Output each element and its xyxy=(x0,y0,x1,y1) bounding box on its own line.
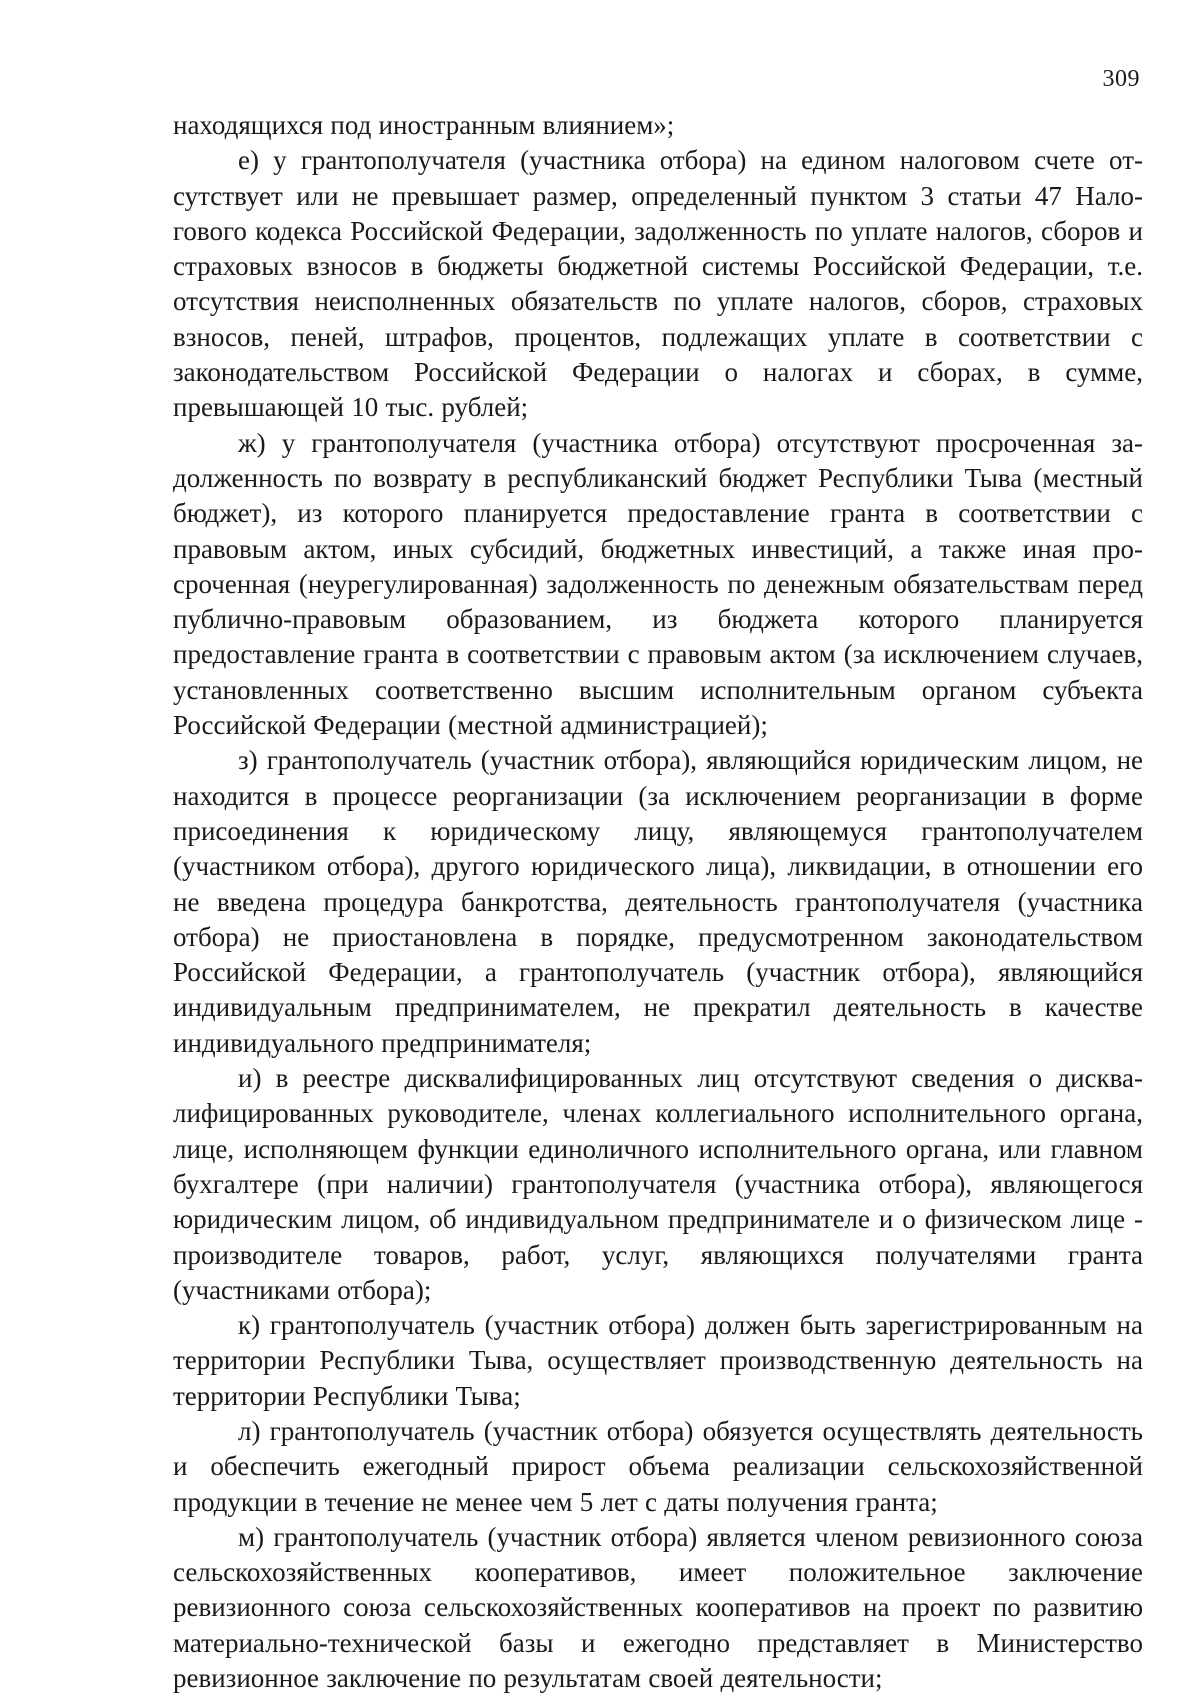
paragraph-item-z: з) грантополучатель (участник отбора), являющийся юридическим лицом, не находится в процессе реорганизации (за исключением реорганизации в форме присоединения к юридическому лицу, являющемуся грантополучателем (участником отбора), другого юридического лица), ликвидации, в отношении его не введена процедура банкротства, деятельность грантополучателя (участника отбора) не приостановлена в порядке, предусмотренном законодательством Российской Федерации, а грантополучатель (участник отбора), являющийся индивидуальным предпринимателем, не прекратил деятельность в качестве индивидуального предпринимателя; xyxy=(173,745,1143,1058)
paragraph-item-k: к) грантополучатель (участник отбора) должен быть зарегистрированным на территории Республики Тыва, осуществляет производственную деятельность на территории Республики Тыва; xyxy=(173,1310,1143,1411)
paragraph-item-l: л) грантополучатель (участник отбора) обязуется осуществлять деятельность и обеспечить ежегодный прирост объема реализации сельскохозяйственной продукции в течение не менее чем 5 лет с даты получения гранта; xyxy=(173,1415,1143,1517)
page-body xyxy=(173,108,1143,1696)
paragraph-item-i: и) в реестре дисквалифицированных лиц отсутствуют сведения о дисквалифицированных руководителе, членах коллегиального исполнительного органа, лице, исполняющем функции единоличного исполнительного органа, или главном бухгалтере (при наличии) грантополучателя (участника отбора), являющегося юридическим лицом, об индивидуальном предпринимателе и о физическом лице - производителе товаров, работ, услуг, являющихся получателями гранта (участниками отбора); xyxy=(173,1063,1143,1305)
paragraph-continuation: находящихся под иностранным влиянием»; xyxy=(173,110,675,140)
paragraph-item-zh: ж) у грантополучателя (участника отбора) отсутствуют просроченная задолженность по возврату в республиканский бюджет Республики Тыва (местный бюджет), из которого планируется предоставление гранта в соответствии с правовым актом, иных субсидий, бюджетных инвестиций, а также иная просроченная (неурегулированная) задолженность по денежным обязательствам перед публично-правовым образованием, из бюджета которого планируется предоставление гранта в соответствии с правовым актом (за исключением случаев, установленных соответственно высшим исполнительным органом субъекта Российской Федерации (местной администрацией); xyxy=(173,427,1143,741)
page-number: 309 xyxy=(1102,66,1140,92)
paragraph-item-m: м) грантополучатель (участник отбора) является членом ревизионного союза сельскохозяйственных кооперативов, имеет положительное заключение ревизионного союза сельскохозяйственных кооперативов на проект по развитию материально-технической базы и ежегодно представляет в Министерство ревизионное заключение по результатам своей деятельности; xyxy=(173,1521,1143,1694)
paragraph-item-e: е) у грантополучателя (участника отбора) на едином налоговом счете отсутствует или не превышает размер, определенный пунктом 3 статьи 47 Налогового кодекса Российской Федерации, задолженность по уплате налогов, сборов и страховых взносов в бюджеты бюджетной системы Российской Федерации, т.е. отсутствия неисполненных обязательств по уплате налогов, сборов, страховых взносов, пеней, штрафов, процентов, подлежащих уплате в соответствии с законодательством Российской Федерации о налогах и сборах, в сумме, превышающей 10 тыс. рублей; xyxy=(173,145,1143,423)
